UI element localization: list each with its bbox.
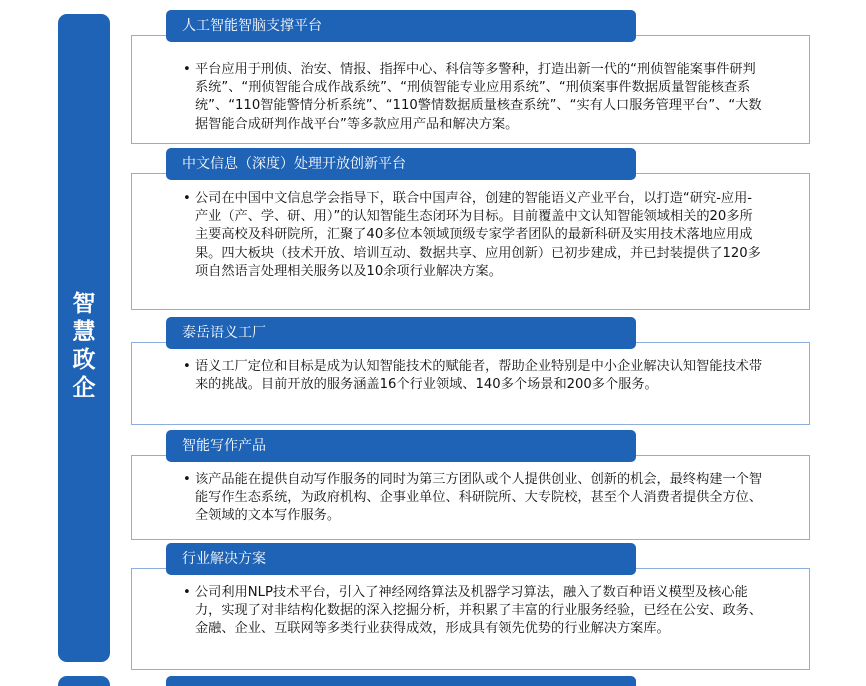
bullet-dot: • — [183, 359, 191, 374]
section-header: 中文信息（深度）处理开放创新平台 — [166, 148, 636, 180]
section-text: 语义工厂定位和目标是成为认知智能技术的赋能者，帮助企业特别是中小企业解决认知智能技术带来的挑战。目前开放的服务涵盖16个行业领域、140多个场景和200多个服务。 — [195, 359, 763, 393]
section-header: 泰岳语义工厂 — [166, 317, 636, 349]
side-title-char: 政 — [72, 347, 96, 373]
side-title-char: 慧 — [72, 319, 96, 345]
side-title-char: 企 — [72, 375, 96, 401]
section-header: 智能写作产品 — [166, 430, 636, 462]
section-bullet — [183, 190, 763, 281]
section-bullet — [183, 358, 763, 394]
section-text: 平台应用于刑侦、治安、情报、指挥中心、科信等多警种，打造出新一代的“刑侦智能案事件研判系统”、“刑侦智能合成作战系统”、“刑侦智能专业应用系统”、“刑侦案事件数据质量智能核查系统”、“110智能警情分析系统”、“110警情数据质量核查系统”、“实有人口服务管理平台”、“大数据智能合成研判作战平台”等多款应用产品和解决方案。 — [195, 62, 762, 132]
section-header: 行业解决方案 — [166, 543, 636, 575]
side-title-char: 智 — [72, 291, 96, 317]
bullet-dot: • — [183, 472, 191, 487]
section-text: 公司利用NLP技术平台，引入了神经网络算法及机器学习算法，融入了数百种语义模型及核心能力，实现了对非结构化数据的深入挖掘分析，并积累了丰富的行业服务经验，已经在公安、政务、金融、企业、互联网等多类行业获得成效，形成具有领先优势的行业解决方案库。 — [195, 585, 763, 637]
section-text: 公司在中国中文信息学会指导下，联合中国声谷，创建的智能语义产业平台，以打造“研究-应用-产业（产、学、研、用）”的认知智能生态闭环为目标。目前覆盖中文认知智能领域相关的20多所主要高校及科研院所，汇聚了40多位本领域顶级专家学者团队的最新科研及实用技术落地应用成果。四大板块（技术开放、培训互动、数据共享、应用创新）已初步建成，并已封装提供了120多项自然语言处理相关服务以及10余项行业解决方案。 — [195, 191, 761, 279]
section-header: 人工智能智脑支撑平台 — [166, 10, 636, 42]
section-bullet — [183, 61, 763, 134]
next-side-bar-fragment — [58, 676, 110, 686]
section-text: 该产品能在提供自动写作服务的同时为第三方团队或个人提供创业、创新的机会，最终构建一个智能写作生态系统，为政府机构、企事业单位、科研院所、大专院校，甚至个人消费者提供全方位、全领域的文本写作服务。 — [195, 472, 763, 524]
section-bullet — [183, 584, 763, 639]
bullet-dot: • — [183, 585, 191, 600]
section-bullet — [183, 471, 763, 526]
side-category-title — [58, 290, 110, 402]
bullet-dot: • — [183, 62, 191, 77]
next-section-header-fragment — [166, 676, 636, 686]
side-category-bar — [58, 14, 110, 662]
bullet-dot: • — [183, 191, 191, 206]
